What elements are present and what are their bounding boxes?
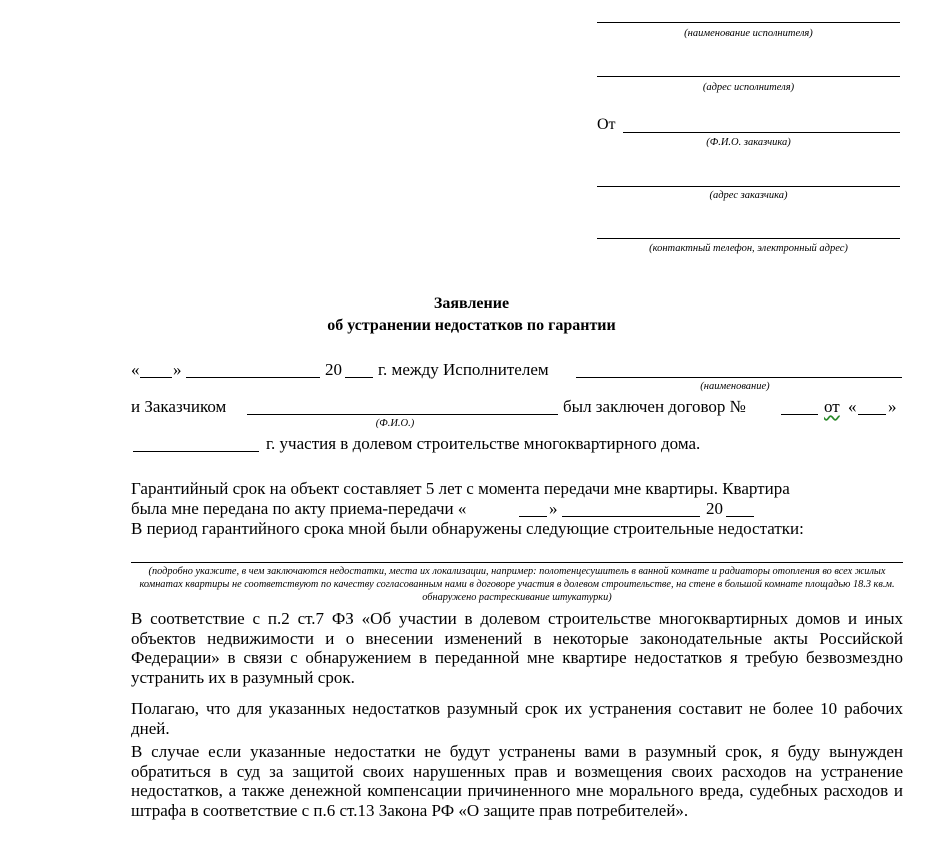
customer-fio-line[interactable]: [623, 132, 900, 133]
name-caption: (наименование): [700, 381, 770, 392]
year-blank[interactable]: [345, 377, 373, 378]
close-quote-3: »: [549, 499, 558, 518]
customer-label: и Заказчиком: [131, 397, 227, 416]
document-subtitle: об устранении недостатков по гарантии: [327, 317, 616, 334]
contract-date-blank[interactable]: [133, 451, 259, 452]
body-paragraph-3: В случае если указанные недостатки не будут устранены вами в разумный срок, я буду вынужден обратиться в суд за защитой своих нарушенных прав и возмещения своих расходов на устранение недостатков, а также денежной компенсации причиненного мне морального вреда, судебных расходов и штрафа в соответствие с п.6 ст.13 Закона РФ «О защите прав потребителей».: [131, 742, 903, 820]
executor-address-line[interactable]: [597, 76, 900, 77]
contacts-caption: (контактный телефон, электронный адрес): [649, 243, 848, 254]
day-blank[interactable]: [140, 377, 172, 378]
customer-address-line[interactable]: [597, 186, 900, 187]
defects-note: (подробно укажите, в чем заключаются недостатки, места их локализации, например: полотенцесушитель в ванной комнате и радиаторы отопления во всех жилых комнатах квартиры не соответствуют по качеству согласованным нами в договоре участия в долевом строительстве, на стене в большой комнате площадью 18.3 кв.м. обнаружено растрескивание штукатурки): [139, 566, 895, 603]
open-quote-2: «: [848, 397, 857, 416]
executor-name-caption: (наименование исполнителя): [684, 28, 813, 39]
customer-address-caption: (адрес заказчика): [709, 190, 788, 201]
year-prefix: 20: [325, 360, 342, 379]
transfer-year-prefix: 20: [706, 499, 723, 518]
close-quote-2: »: [888, 397, 897, 416]
from-word: от: [824, 397, 840, 416]
defects-blank[interactable]: [131, 562, 903, 563]
body-paragraph-2: Полагаю, что для указанных недостатков разумный срок их устранения составит не более 10 рабочих дней.: [131, 699, 903, 738]
executor-address-caption: (адрес исполнителя): [702, 82, 795, 93]
participation-text: г. участия в долевом строительстве многоквартирного дома.: [266, 434, 701, 453]
contract-day-blank[interactable]: [858, 414, 886, 415]
document-title: Заявление: [433, 295, 510, 312]
open-quote: «: [131, 360, 140, 379]
transfer-month-blank[interactable]: [562, 516, 700, 517]
transfer-year-blank[interactable]: [726, 516, 754, 517]
executor-name-line[interactable]: [597, 22, 900, 23]
fio-caption: (Ф.И.О.): [375, 418, 415, 429]
customer-blank[interactable]: [247, 414, 558, 415]
warranty-line-1: Гарантийный срок на объект составляет 5 лет с момента передачи мне квартиры. Квартира: [131, 479, 790, 498]
transfer-day-blank[interactable]: [519, 516, 547, 517]
from-label: От: [597, 116, 616, 133]
month-blank[interactable]: [186, 377, 320, 378]
customer-fio-caption: (Ф.И.О. заказчика): [706, 137, 791, 148]
concluded-text: был заключен договор №: [563, 397, 746, 416]
close-quote: »: [173, 360, 182, 379]
body-paragraph-1: В соответствие с п.2 ст.7 ФЗ «Об участии в долевом строительстве многоквартирных домов и иных объектов недвижимости и о внесении изменений в некоторые законодательные акты Российской Федерации» в связи с обнаружением в переданной мне квартире недостатков я требую безвозмездно устранить их в разумный срок.: [131, 609, 903, 687]
executor-blank[interactable]: [576, 377, 902, 378]
contacts-line[interactable]: [597, 238, 900, 239]
contract-number-blank[interactable]: [781, 414, 818, 415]
warranty-line-3: В период гарантийного срока мной были обнаружены следующие строительные недостатки:: [131, 519, 804, 538]
between-text: г. между Исполнителем: [378, 360, 549, 379]
warranty-line-2-prefix: была мне передана по акту приема-передачи «: [131, 499, 467, 518]
